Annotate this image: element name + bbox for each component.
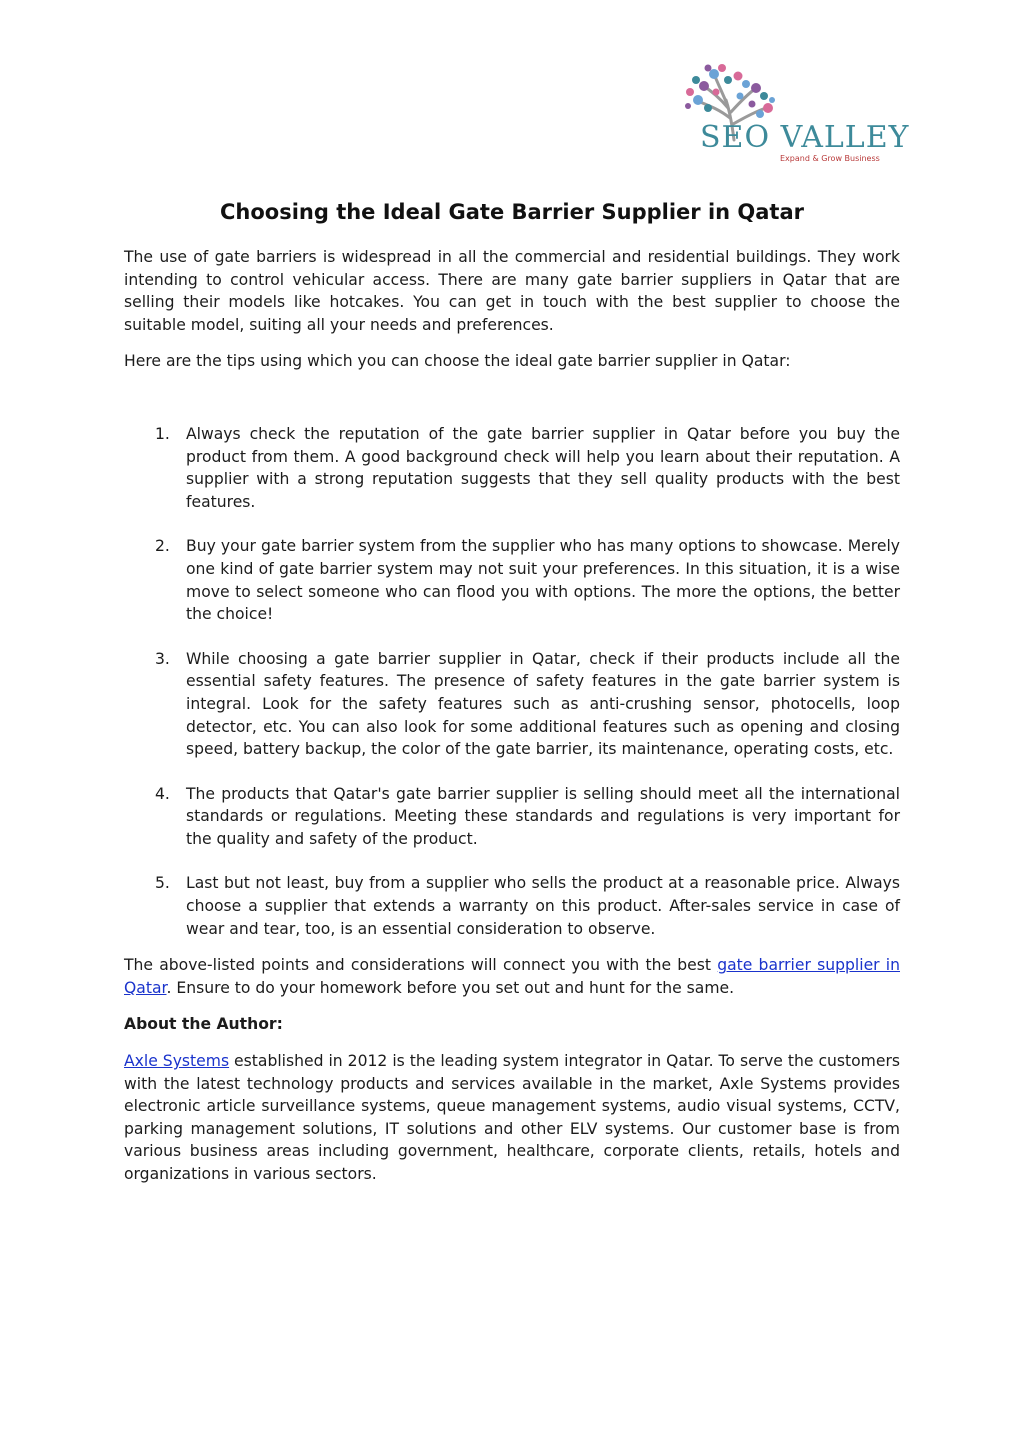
closing-text-before: The above-listed points and considerations will connect you with the best <box>124 956 718 975</box>
gate-barrier-supplier-link[interactable]: gate barrier supplier in Qatar <box>124 956 900 997</box>
logo-tagline: Expand & Grow Business <box>780 154 880 163</box>
tips-list <box>124 423 900 940</box>
author-paragraph <box>124 1050 900 1186</box>
closing-text-after: . Ensure to do your homework before you set out and hunt for the same. <box>166 978 735 997</box>
author-heading: About the Author: <box>124 1015 283 1034</box>
list-item <box>124 648 900 761</box>
list-item-text: Buy your gate barrier system from the supplier who has many options to showcase. Merely one kind of gate barrier system may not suit your preferences. In this situation, it is a wise move to select someone who can flood you with options. The more the options, the better the choice! <box>186 537 900 624</box>
tips-intro-paragraph: Here are the tips using which you can choose the ideal gate barrier supplier in Qatar: <box>124 352 791 371</box>
list-number: 1. <box>155 424 170 443</box>
list-item-text: While choosing a gate barrier supplier in Qatar, check if their products include all the essential safety features. The presence of safety features in the gate barrier system is integral. Look for the safety features such as anti-crushing sensor, photocells, loop detector, etc. You can also look for some additional features such as opening and closing speed, battery backup, the color of the gate barrier, its maintenance, operating costs, etc. <box>186 649 900 759</box>
list-item-text: Last but not least, buy from a supplier who sells the product at a reasonable price. Always choose a supplier that extends a warranty on this product. After-sales service in case of wear and tear, too, is an essential consideration to observe. <box>186 874 900 938</box>
page-title: Choosing the Ideal Gate Barrier Supplier in Qatar <box>219 200 804 224</box>
article-body <box>124 246 900 1186</box>
list-item <box>124 783 900 851</box>
seo-valley-logo <box>676 62 910 170</box>
list-item <box>124 423 900 513</box>
list-number: 3. <box>155 649 170 668</box>
intro-paragraph: The use of gate barriers is widespread in all the commercial and residential buildings. They work intending to control vehicular access. There are many gate barrier suppliers in Qatar that are selling their models like hotcakes. You can get in touch with the best supplier to choose the suitable model, suiting all your needs and preferences. <box>124 248 900 334</box>
list-number: 5. <box>155 874 170 893</box>
list-item <box>124 872 900 940</box>
list-item-text: Always check the reputation of the gate barrier supplier in Qatar before you buy the product from them. A good background check will help you learn about their reputation. A supplier with a strong reputation suggests that they sell quality products with the best features. <box>186 424 900 511</box>
list-item-text: The products that Qatar's gate barrier supplier is selling should meet all the international standards or regulations. Meeting these standards and regulations is very important for the quality and safety of the product. <box>186 784 900 848</box>
list-number: 4. <box>155 784 170 803</box>
axle-systems-link[interactable]: Axle Systems <box>124 1052 230 1071</box>
closing-paragraph <box>124 954 900 999</box>
author-text: established in 2012 is the leading system integrator in Qatar. To serve the customers with the latest technology products and services available in the market, Axle Systems provides electronic article surveillance systems, queue management systems, audio visual systems, CCTV, parking management solutions, IT solutions and other ELV systems. Our customer base is from various business areas including government, healthcare, corporate clients, retails, hotels and organizations in various sectors. <box>124 1052 900 1183</box>
logo-brand-text: SEO VALLEY <box>700 120 910 155</box>
list-item <box>124 535 900 625</box>
list-number: 2. <box>155 537 170 556</box>
